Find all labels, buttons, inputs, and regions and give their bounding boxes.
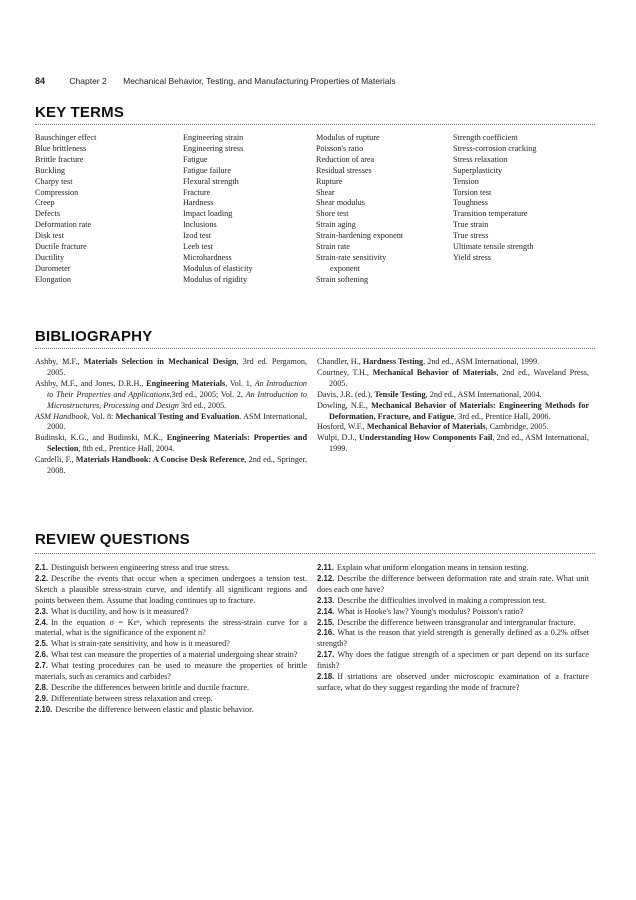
key-term: Leeb test — [183, 242, 213, 252]
bibliography-entry: Budinski, K.G., and Budinski, M.K., Engineering Materials: Properties and Selection, 8th ed., Prentice Hall, 2004. — [35, 433, 308, 454]
review-question: 2.9. Differentiate between stress relaxation and creep. — [35, 693, 213, 703]
key-terms-heading: KEY TERMS — [35, 104, 125, 121]
review-question: 2.15. Describe the difference between transgranular and intergranular fracture. — [317, 617, 576, 627]
key-term: Strain-rate sensitivity — [316, 252, 387, 262]
key-term: Hardness — [183, 198, 214, 208]
key-term: True stress — [453, 231, 489, 241]
key-term: Stress-corrosion cracking — [453, 143, 537, 153]
bibliography-entry: Courtney, T.H., Mechanical Behavior of Materials, 2nd ed., Waveland Press, 2005. — [317, 367, 589, 388]
bibliography-col-left — [35, 357, 307, 477]
key-term: Charpy test — [35, 176, 73, 186]
review-question: 2.6. What test can measure the properties of a material undergoing shear strain? — [35, 650, 298, 660]
key-term: Fatigue — [183, 154, 208, 164]
key-term: Engineering strain — [183, 133, 244, 142]
key-term: Rupture — [316, 176, 343, 186]
review-question: 2.4. In the equation σ = Kεⁿ, which represents the stress-strain curve for a material, what is the significance of the exponent n? — [35, 617, 307, 638]
bibliography-entry: Wulpi, D.J., Understanding How Components Fail, 2nd ed., ASM International, 1999. — [317, 433, 589, 454]
review-questions-heading: REVIEW QUESTIONS — [35, 531, 190, 548]
key-terms-col-3 — [316, 133, 403, 286]
key-term: Tension — [453, 176, 479, 186]
key-term: Fatigue failure — [183, 165, 231, 175]
key-term: Flexural strength — [183, 176, 239, 186]
bibliography-entry: Davis, J.R. (ed.), Tensile Testing, 2nd ed., ASM International, 2004. — [317, 389, 542, 399]
key-term: Strain rate — [316, 242, 350, 252]
chapter-title: Mechanical Behavior, Testing, and Manufacturing Properties of Materials — [123, 76, 396, 86]
key-term: Stress relaxation — [453, 154, 508, 164]
key-term: Izod test — [183, 231, 211, 241]
bibliography-entry: Ashby, M.F., Materials Selection in Mechanical Design, 3rd ed. Pergamon, 2005. — [35, 357, 307, 377]
key-term-continuation: exponent — [330, 263, 361, 273]
review-questions-col-right — [317, 563, 589, 694]
key-term: Modulus of elasticity — [183, 263, 253, 273]
key-term: Disk test — [35, 231, 64, 241]
bibliography-entry: Dowling, N.E., Mechanical Behavior of Materials: Engineering Methods for Deformation, Fracture, and Fatigue, 3rd ed., Prentice Hall, 2006. — [317, 400, 589, 421]
review-question: 2.5. What is strain-rate sensitivity, and how is it measured? — [35, 639, 230, 649]
bibliography-entry: Hosford, W.F., Mechanical Behavior of Materials, Cambridge, 2005. — [317, 422, 549, 432]
key-term: Durometer — [35, 263, 71, 273]
key-term: Shore test — [316, 209, 349, 219]
key-terms-col-1 — [35, 133, 96, 286]
bibliography-entry: ASM Handbook, Vol. 8: Mechanical Testing and Evaluation. ASM International, 2000. — [35, 411, 307, 432]
key-term: Toughness — [453, 198, 488, 208]
review-question: 2.14. What is Hooke's law? Young's modulus? Poisson's ratio? — [317, 606, 524, 616]
key-term: Reduction of area — [316, 154, 375, 164]
bibliography-entry: Ashby, M.F., and Jones, D.R.H., Engineering Materials, Vol. 1, An Introduction to Their Properties and Applications,3rd ed., 2005; Vol. 2, An Introduction to Microstructures, Processing and Design 3rd ed., 2005. — [35, 378, 308, 410]
review-question: 2.11. Explain what uniform elongation means in tension testing. — [317, 563, 529, 572]
page-number: 84 — [35, 76, 46, 86]
key-term: Strain softening — [316, 274, 369, 284]
key-term: Yield stress — [453, 252, 491, 262]
review-question: 2.8. Describe the differences between brittle and ductile fracture. — [35, 682, 250, 692]
key-term: Strain aging — [316, 220, 356, 230]
review-questions-rule — [35, 553, 595, 554]
key-term: Superplasticity — [453, 165, 503, 175]
key-terms-rule — [35, 124, 595, 125]
key-term: Transition temperature — [453, 209, 528, 219]
review-question: 2.13. Describe the difficulties involved in making a compression test. — [317, 595, 547, 605]
key-terms-col-4 — [453, 133, 536, 264]
key-term: Creep — [35, 198, 55, 208]
review-question: 2.18. If striations are observed under microscopic examination of a fracture surface, what do they suggest regarding the mode of fracture? — [317, 672, 589, 692]
key-term: Brittle fracture — [35, 154, 84, 164]
bibliography-heading: BIBLIOGRAPHY — [35, 328, 153, 345]
key-term: Blue brittleness — [35, 143, 87, 153]
review-question: 2.1. Distinguish between engineering stress and true stress. — [35, 563, 230, 572]
review-question: 2.3. What is ductility, and how is it measured? — [35, 606, 189, 616]
bibliography-entry: Cardelli, F., Materials Handbook: A Concise Desk Reference, 2nd ed., Springer, 2008. — [35, 455, 307, 476]
review-question: 2.7. What testing procedures can be used to measure the properties of brittle materials, such as ceramics and carbides? — [35, 661, 307, 682]
review-question: 2.10. Describe the difference between elastic and plastic behavior. — [35, 704, 254, 714]
key-term: Compression — [35, 187, 79, 197]
key-term: Residual stresses — [316, 165, 372, 175]
key-term: Ductile fracture — [35, 242, 87, 252]
key-term: Shear modulus — [316, 198, 365, 208]
review-question: 2.17. Why does the fatigue strength of a specimen or part depend on its surface finish? — [317, 650, 589, 671]
key-term: Poisson's ratio — [316, 143, 364, 153]
key-term: Inclusions — [183, 220, 217, 230]
key-term: Strength coefficient — [453, 133, 518, 142]
review-question: 2.2. Describe the events that occur when a specimen undergoes a tension test. Sketch a plausible stress-strain curve, and identify all significant regions and points between them. Assume that loading continues up to fracture. — [35, 573, 307, 605]
key-term: Ductility — [35, 252, 65, 262]
key-term: Elongation — [35, 274, 71, 284]
review-question: 2.12. Describe the difference between deformation rate and strain rate. What unit does each one have? — [317, 573, 589, 594]
key-term: Buckling — [35, 165, 66, 175]
key-term: Ultimate tensile strength — [453, 242, 534, 252]
chapter-label: Chapter 2 — [69, 76, 107, 86]
key-term: Deformation rate — [35, 220, 92, 230]
review-questions-col-left — [35, 563, 307, 716]
key-term: Impact loading — [183, 209, 233, 219]
review-question: 2.16. What is the reason that yield strength is generally defined as a 0.2% offset strength? — [317, 628, 589, 649]
key-term: Modulus of rupture — [316, 133, 380, 142]
key-term: Torsion test — [453, 187, 492, 197]
running-header — [35, 76, 595, 86]
key-term: Microhardness — [183, 252, 232, 262]
bibliography-col-right — [317, 357, 589, 455]
bibliography-entry: Chandler, H., Hardness Testing, 2nd ed., ASM International, 1999. — [317, 357, 540, 366]
key-term: Shear — [316, 187, 335, 197]
key-term: Modulus of rigidity — [183, 274, 248, 284]
key-term: Defects — [35, 209, 61, 219]
key-term: Bauschinger effect — [35, 133, 97, 142]
bibliography-rule — [35, 348, 595, 349]
key-terms-col-2 — [183, 133, 253, 286]
key-term: Fracture — [183, 187, 211, 197]
key-term: Strain-hardening exponent — [316, 231, 404, 241]
key-term: Engineering stress — [183, 143, 244, 153]
key-term: True strain — [453, 220, 489, 230]
